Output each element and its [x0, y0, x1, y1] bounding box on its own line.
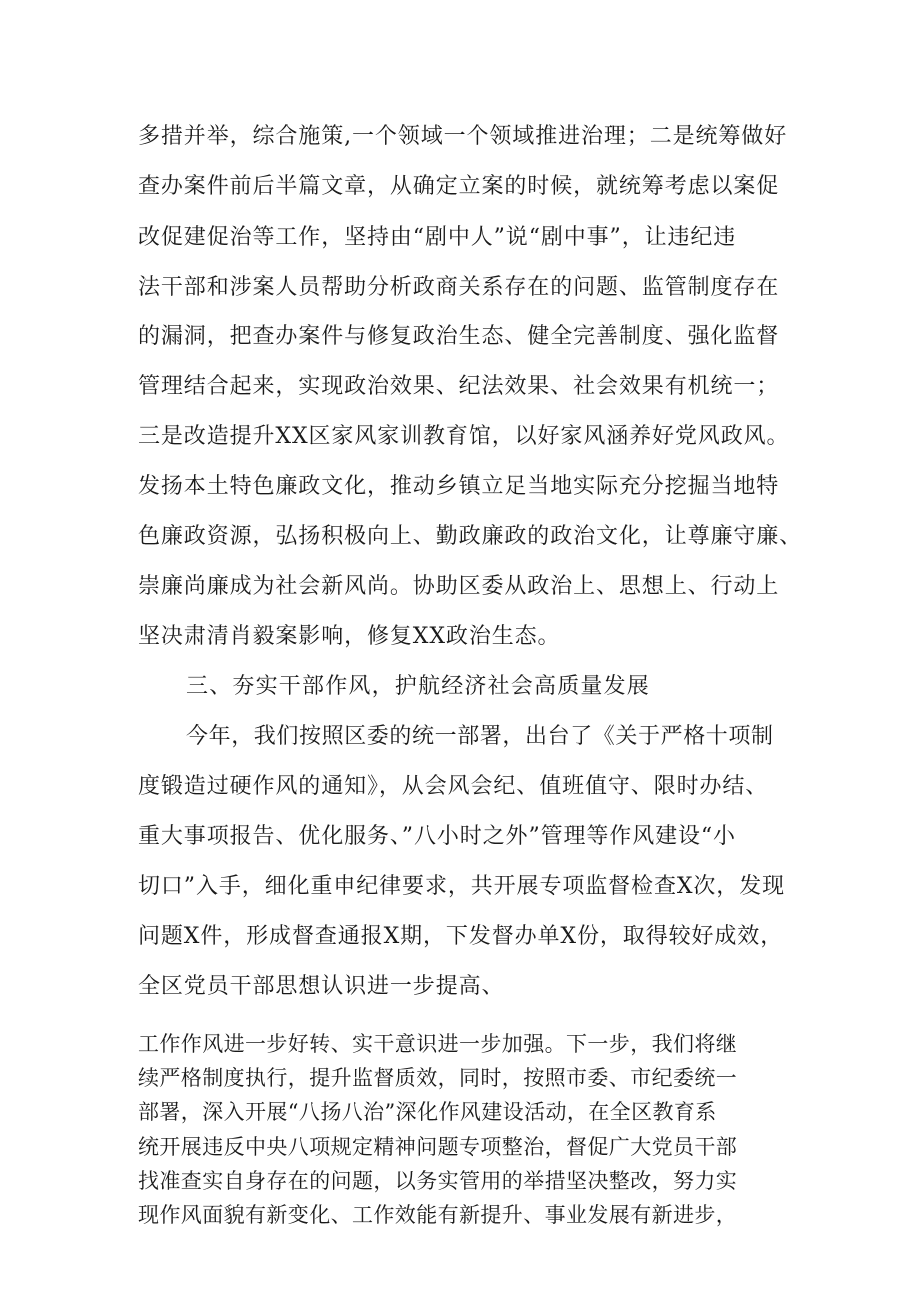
- section-heading: 三、夯实干部作风，护航经济社会高质量发展: [186, 674, 651, 699]
- text-line: 多措并举，综合施策,一个领域一个领域推进治理；二是统筹做好: [138, 124, 788, 149]
- text-line: 全区党员干部思想认识进一步提高、: [138, 974, 505, 999]
- text-line: 找准查实自身存在的问题，以务实管用的举措坚决整改，努力实: [138, 1169, 738, 1193]
- text-line: 今年，我们按照区委的统一部署，出台了《关于严格十项制: [186, 724, 774, 749]
- text-line: 坚决肃清肖毅案影响，修复XX政治生态。: [138, 624, 561, 649]
- text-line: 问题X件，形成督查通报X期，下发督办单X份，取得较好成效，: [138, 924, 784, 949]
- text-line: 的漏洞，把查办案件与修复政治生态、健全完善制度、强化监督: [138, 324, 780, 349]
- text-line: 改促建促治等工作，坚持由“剧中人”说“剧中事”，让违纪违: [138, 225, 737, 250]
- text-line: 查办案件前后半篇文章，从确定立案的时候，就统筹考虑以案促: [138, 174, 780, 199]
- text-line: 续严格制度执行，提升监督质效，同时，按照市委、市纪委统一: [138, 1066, 738, 1090]
- text-line: 重大事项报告、优化服务、”八小时之外”管理等作风建设“小: [138, 824, 736, 849]
- text-line: 工作作风进一步好转、实干意识进一步加强。下一步，我们将继: [138, 1032, 738, 1056]
- text-line: 部署，深入开展“八扬八治”深化作风建设活动，在全区教育系: [138, 1100, 717, 1124]
- text-line: 管理结合起来，实现政治效果、纪法效果、社会效果有机统一；: [138, 374, 780, 399]
- text-line: 现作风面貌有新变化、工作效能有新提升、事业发展有新进步，: [138, 1203, 738, 1227]
- text-line: 度锻造过硬作风的通知》，从会风会纪、值班值守、限时办结、: [138, 774, 769, 799]
- text-line: 切口”入手，细化重申纪律要求，共开展专项监督检查X次，发现: [138, 874, 786, 899]
- text-line: 法干部和涉案人员帮助分析政商关系存在的问题、监管制度存在: [138, 275, 780, 300]
- text-line: 发扬本土特色廉政文化，推动乡镇立足当地实际充分挖掘当地特: [138, 474, 780, 499]
- text-line: 色廉政资源，弘扬积极向上、勤政廉政的政治文化，让尊廉守廉、: [138, 524, 803, 549]
- text-line: 崇廉尚廉成为社会新风尚。协助区委从政治上、思想上、行动上: [138, 574, 780, 599]
- text-line: 统开展违反中央八项规定精神问题专项整治，督促广大党员干部: [138, 1135, 738, 1159]
- text-line: 三是改造提升XX区家风家训教育馆，以好家风涵养好党风政风。: [138, 424, 790, 449]
